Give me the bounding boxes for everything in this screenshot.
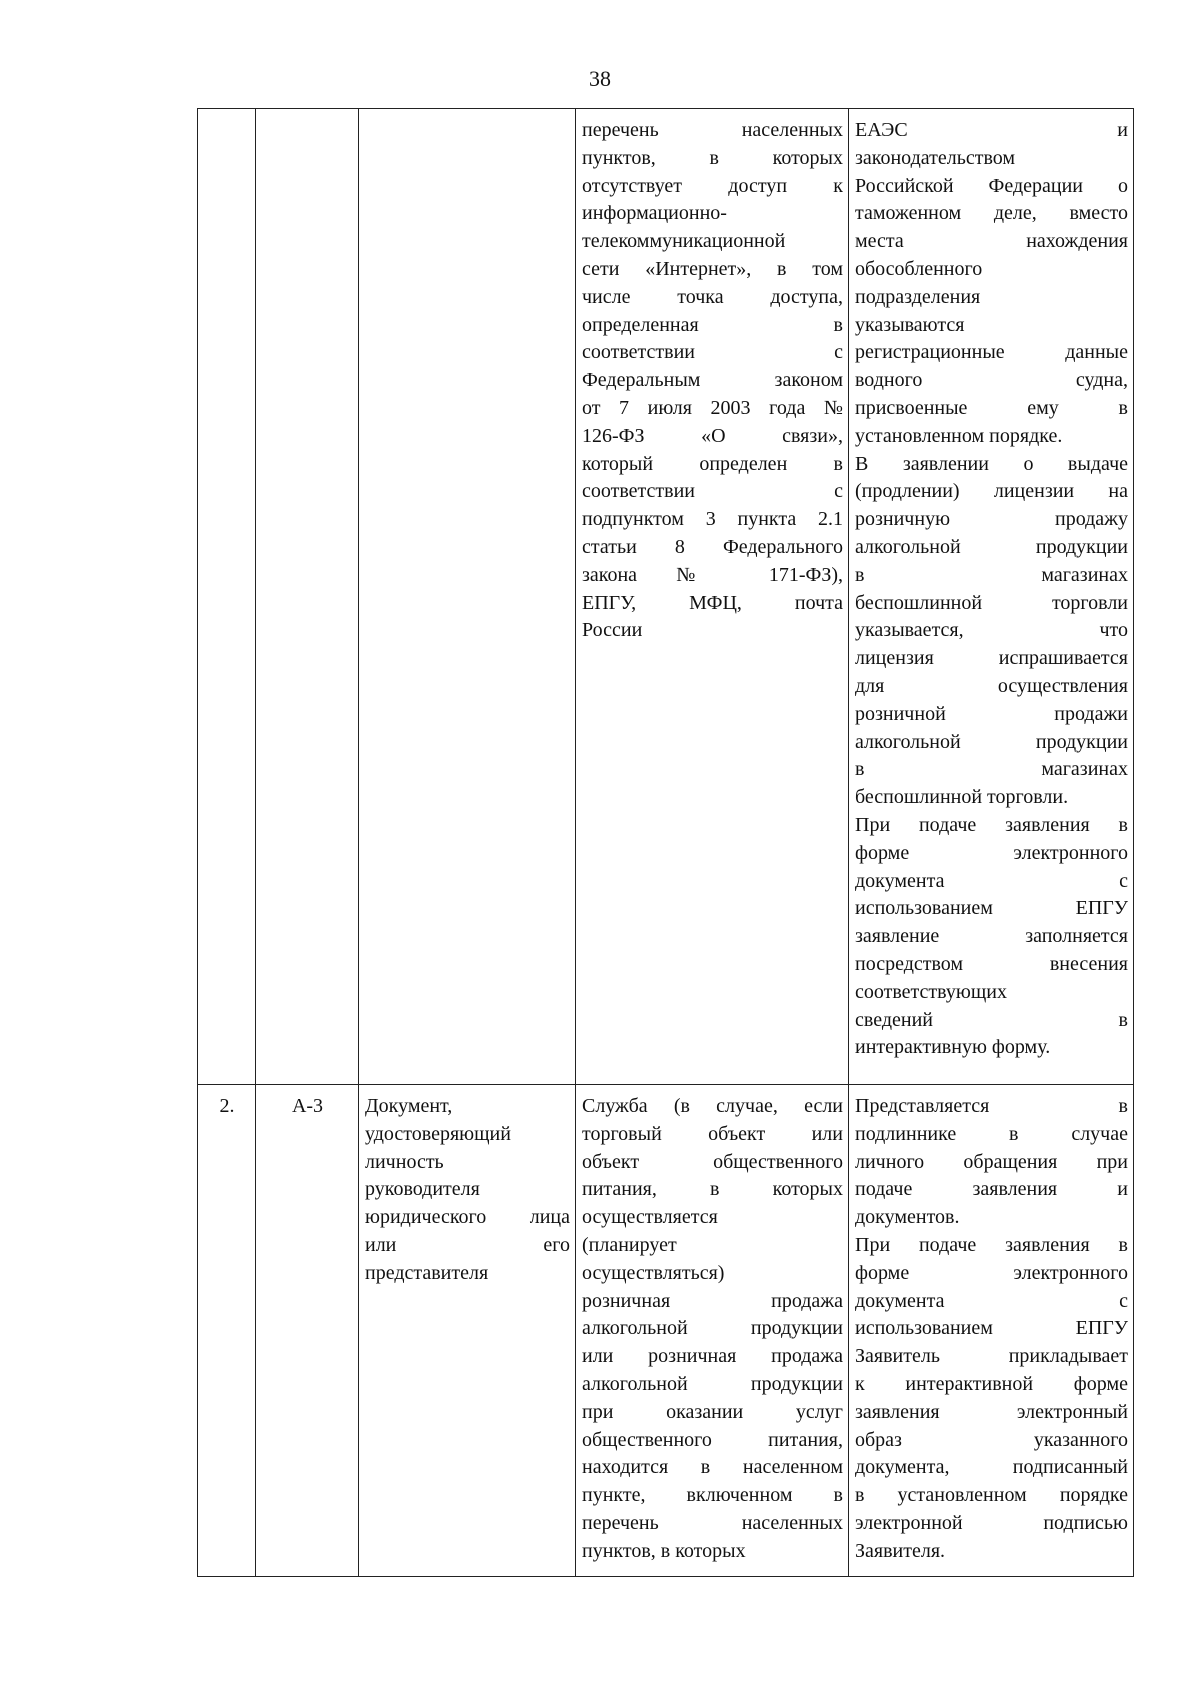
text-line: юридического лица [365,1206,570,1229]
notes-cell [849,109,1134,1085]
text-line: Служба (в случае, если [582,1095,843,1117]
text-line: в магазинах [855,758,1128,781]
code-cell: А-3 [256,1085,359,1577]
text-line: розничную продажу [855,508,1128,531]
text-line: при оказании услуг [582,1400,843,1423]
text-line: розничная продажа [582,1289,843,1312]
text-line: руководителя [365,1178,480,1201]
row-number-cell: 2. [198,1085,256,1577]
document-cell [359,109,576,1085]
text-line: соответствии с [582,480,843,503]
text-line: общественного питания, [582,1428,843,1451]
text-line: сведений в [855,1008,1128,1031]
text-line: обособленного [855,257,983,280]
text-line: места нахождения [855,230,1128,253]
text-line: При подаче заявления в [855,813,1128,836]
text-line: установленном порядке. [855,424,1063,447]
text-line: подлиннике в случае [855,1122,1128,1145]
text-line: регистрационные данные [855,341,1128,364]
text-line: перечень населенных [582,1511,843,1534]
text-line: отсутствует доступ к [582,174,843,197]
text-line: от 7 июля 2003 года № [582,396,843,419]
text-line: Российской Федерации о [855,174,1128,197]
text-line: Федеральным законом [582,369,843,392]
document-cell [359,1085,576,1577]
text-line: подпунктом 3 пункта 2.1 [582,508,843,531]
text-line: электронной подписью [855,1511,1128,1534]
text-line: питания, в которых [582,1178,843,1201]
code-cell [256,109,359,1085]
text-line: алкогольной продукции [582,1372,843,1395]
submission-method-cell [576,1085,849,1577]
text-line: или розничная продажа [582,1345,843,1368]
text-line: пункте, включенном в [582,1484,843,1507]
text-line: документа, подписанный [855,1456,1128,1479]
text-line: документа с [855,1289,1128,1312]
text-line: алкогольной продукции [582,1317,843,1340]
text-line: посредством внесения [855,952,1128,975]
text-line: к интерактивной форме [855,1372,1128,1395]
text-line: документа с [855,869,1128,892]
text-line: соответствующих [855,980,1007,1003]
text-line: использованием ЕПГУ [855,897,1128,920]
text-line: пунктов, в которых [582,146,843,169]
text-line: или его [365,1233,570,1256]
text-line: ЕПГУ, МФЦ, почта [582,591,843,614]
text-line: документов. [855,1206,960,1229]
row-number-cell [198,109,256,1085]
text-line: числе точка доступа, [582,285,843,308]
text-line: интерактивную форму. [855,1036,1051,1059]
text-line: беспошлинной торговли [855,591,1128,614]
text-line: удостоверяющий [365,1122,511,1145]
text-line: заявление заполняется [855,925,1128,948]
text-line: личного обращения при [855,1150,1128,1173]
text-line: для осуществления [855,674,1128,697]
text-line: соответствии с [582,341,843,364]
text-line: В заявлении о выдаче [855,452,1128,475]
text-line: Заявитель прикладывает [855,1345,1128,1368]
text-line: объект общественного [582,1150,843,1173]
documents-table [197,108,1134,1577]
text-line: алкогольной продукции [855,535,1128,558]
text-line: сети «Интернет», в том [582,257,843,280]
text-line: торговый объект или [582,1122,843,1145]
text-line: статьи 8 Федерального [582,535,843,558]
text-line: использованием ЕПГУ [855,1317,1128,1340]
text-line: Заявителя. [855,1539,946,1562]
text-line: форме электронного [855,1261,1128,1284]
text-line: пунктов, в которых [582,1539,746,1562]
text-line: Документ, [365,1095,453,1117]
text-line: (планирует [582,1233,677,1256]
table-row [198,1085,1134,1577]
text-line: образ указанного [855,1428,1128,1451]
submission-method-cell [576,109,849,1085]
text-line: в магазинах [855,563,1128,586]
text-line: телекоммуникационной [582,230,786,253]
text-line: закона № 171-ФЗ), [582,563,843,586]
text-line: личность [365,1150,444,1173]
text-line: находится в населенном [582,1456,843,1479]
text-line: осуществляется [582,1206,718,1229]
text-line: розничной продажи [855,702,1128,725]
text-line: подаче заявления и [855,1178,1128,1201]
text-line: подразделения [855,285,981,308]
text-line: указываются [855,313,965,336]
text-line: информационно- [582,202,727,225]
text-line: 126-ФЗ «О связи», [582,424,843,447]
text-line: ЕАЭС и [855,119,1128,141]
text-line: (продлении) лицензии на [855,480,1128,503]
text-line: форме электронного [855,841,1128,864]
text-line: России [582,619,643,642]
text-line: присвоенные ему в [855,396,1128,419]
text-line: перечень населенных [582,119,843,141]
text-line: в установленном порядке [855,1484,1128,1507]
text-line: При подаче заявления в [855,1233,1128,1256]
text-line: алкогольной продукции [855,730,1128,753]
table-row [198,109,1134,1085]
text-line: лицензия испрашивается [855,647,1128,670]
text-line: Представляется в [855,1095,1128,1117]
notes-cell [849,1085,1134,1577]
text-line: осуществляться) [582,1261,725,1284]
text-line: определенная в [582,313,843,336]
text-line: указывается, что [855,619,1128,642]
text-line: заявления электронный [855,1400,1128,1423]
text-line: который определен в [582,452,843,475]
text-line: таможенном деле, вместо [855,202,1128,225]
text-line: представителя [365,1261,489,1284]
text-line: законодательством [855,146,1016,169]
text-line: водного судна, [855,369,1128,392]
text-line: беспошлинной торговли. [855,786,1069,809]
page-number: 38 [589,66,611,91]
